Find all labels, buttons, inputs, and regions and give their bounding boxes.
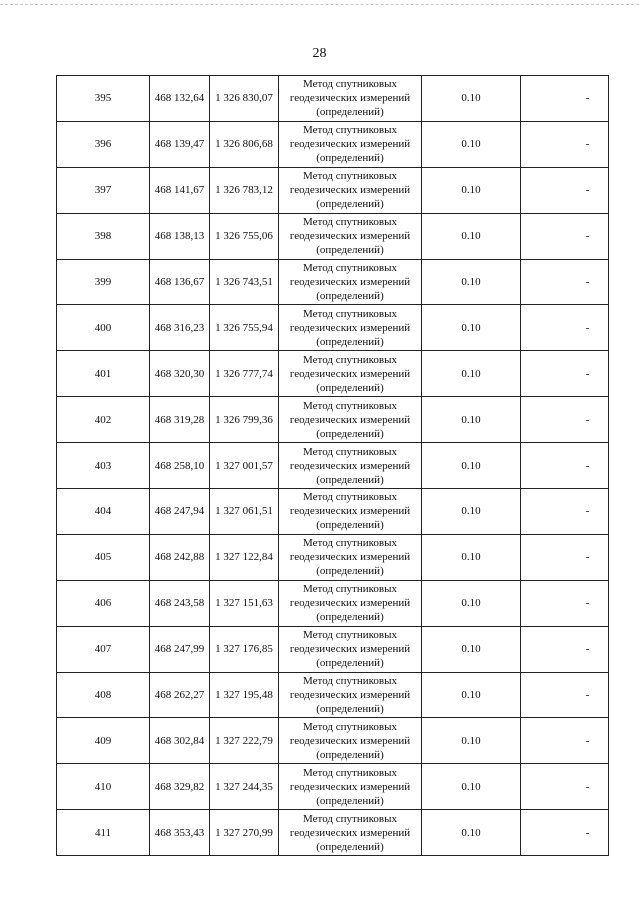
point-number-cell: 398 (57, 213, 150, 259)
y-coordinate-cell: 1 326 783,12 (210, 167, 279, 213)
y-coordinate-cell: 1 326 743,51 (210, 259, 279, 305)
method-cell (279, 718, 422, 764)
y-coordinate-cell: 1 326 830,07 (210, 76, 279, 122)
accuracy-cell: 0.10 (422, 764, 521, 810)
page-number: 28 (312, 46, 327, 61)
point-number-cell: 396 (57, 121, 150, 167)
y-coordinate-cell: 1 327 151,63 (210, 580, 279, 626)
x-coordinate-cell: 468 141,67 (150, 167, 210, 213)
method-line: Метод спутниковых (303, 675, 397, 688)
note-cell (521, 672, 609, 718)
method-line: геодезических измерений (289, 230, 411, 243)
method-line: (определений) (316, 290, 384, 302)
method-line: (определений) (316, 198, 384, 211)
note-cell (521, 259, 609, 305)
note-cell (521, 351, 609, 397)
method-cell (279, 167, 422, 213)
method-line: (определений) (316, 794, 384, 807)
accuracy-cell: 0.10 (422, 810, 521, 856)
x-coordinate-cell: 468 320,30 (150, 351, 210, 397)
point-number-cell: 399 (57, 259, 150, 305)
note-cell (521, 213, 609, 259)
table-row (57, 580, 609, 626)
method-line: геодезических измерений (289, 276, 411, 288)
method-cell (279, 397, 422, 443)
note-dash: - (585, 780, 590, 793)
y-coordinate-cell: 1 326 799,36 (210, 397, 279, 443)
note-dash: - (585, 734, 590, 747)
method-cell (279, 534, 422, 580)
method-line: геодезических измерений (289, 138, 411, 151)
note-cell (521, 626, 609, 672)
method-cell (279, 580, 422, 626)
method-line: геодезических измерений (289, 367, 411, 380)
method-cell (279, 351, 422, 397)
point-number-cell: 401 (57, 351, 150, 397)
method-line: Метод спутниковых (303, 262, 397, 274)
x-coordinate-cell: 468 136,67 (150, 259, 210, 305)
y-coordinate-cell: 1 327 061,51 (210, 489, 279, 535)
accuracy-cell: 0.10 (422, 121, 521, 167)
note-cell (521, 76, 609, 122)
method-line: геодезических измерений (289, 459, 411, 472)
point-number-cell: 400 (57, 305, 150, 351)
accuracy-cell: 0.10 (422, 718, 521, 764)
method-line: (определений) (316, 473, 384, 486)
method-line: Метод спутниковых (303, 583, 397, 596)
method-cell (279, 810, 422, 856)
note-cell (521, 489, 609, 535)
y-coordinate-cell: 1 326 777,74 (210, 351, 279, 397)
accuracy-cell: 0.10 (422, 580, 521, 626)
accuracy-cell: 0.10 (422, 351, 521, 397)
y-coordinate-cell: 1 327 195,48 (210, 672, 279, 718)
method-line: геодезических измерений (289, 551, 411, 564)
accuracy-cell: 0.10 (422, 397, 521, 443)
method-line: Метод спутниковых (303, 216, 397, 229)
x-coordinate-cell: 468 319,28 (150, 397, 210, 443)
point-number-cell: 405 (57, 534, 150, 580)
y-coordinate-cell: 1 327 001,57 (210, 443, 279, 489)
table-row (57, 626, 609, 672)
method-cell (279, 213, 422, 259)
accuracy-cell: 0.10 (422, 534, 521, 580)
note-cell (521, 167, 609, 213)
method-line: Метод спутниковых (303, 766, 397, 779)
method-line: (определений) (316, 519, 384, 532)
point-number-cell: 395 (57, 76, 150, 122)
note-dash: - (585, 505, 590, 518)
method-line: Метод спутниковых (303, 537, 397, 550)
method-cell (279, 443, 422, 489)
table-row (57, 534, 609, 580)
note-dash: - (585, 367, 590, 380)
table-row (57, 397, 609, 443)
method-line: (определений) (316, 106, 384, 119)
method-line: Метод спутниковых (303, 170, 397, 183)
method-line: геодезических измерений (289, 689, 411, 702)
method-line: (определений) (316, 748, 384, 761)
y-coordinate-cell: 1 327 270,99 (210, 810, 279, 856)
method-cell (279, 305, 422, 351)
note-dash: - (585, 321, 590, 334)
method-line: Метод спутниковых (303, 629, 397, 642)
accuracy-cell: 0.10 (422, 626, 521, 672)
table-row (57, 810, 609, 856)
note-dash: - (585, 138, 590, 151)
y-coordinate-cell: 1 326 755,94 (210, 305, 279, 351)
x-coordinate-cell: 468 316,23 (150, 305, 210, 351)
note-cell (521, 305, 609, 351)
y-coordinate-cell: 1 326 806,68 (210, 121, 279, 167)
method-line: Метод спутниковых (303, 720, 397, 733)
point-number-cell: 410 (57, 764, 150, 810)
method-line: геодезических измерений (289, 413, 411, 426)
point-number-cell: 402 (57, 397, 150, 443)
x-coordinate-cell: 468 132,64 (150, 76, 210, 122)
method-line: геодезических измерений (289, 505, 411, 518)
scan-edge-divider (0, 4, 639, 5)
method-line: геодезических измерений (289, 184, 411, 197)
method-line: Метод спутниковых (303, 491, 397, 504)
table-row (57, 213, 609, 259)
method-cell (279, 764, 422, 810)
x-coordinate-cell: 468 247,99 (150, 626, 210, 672)
method-line: (определений) (316, 244, 384, 257)
method-line: геодезических измерений (289, 643, 411, 656)
method-line: Метод спутниковых (303, 78, 397, 91)
accuracy-cell: 0.10 (422, 489, 521, 535)
x-coordinate-cell: 468 329,82 (150, 764, 210, 810)
method-cell (279, 626, 422, 672)
note-dash: - (585, 459, 590, 472)
table-row (57, 351, 609, 397)
accuracy-cell: 0.10 (422, 259, 521, 305)
note-cell (521, 121, 609, 167)
accuracy-cell: 0.10 (422, 443, 521, 489)
note-dash: - (585, 689, 590, 702)
table-row (57, 764, 609, 810)
x-coordinate-cell: 468 139,47 (150, 121, 210, 167)
table-row (57, 121, 609, 167)
method-line: геодезических измерений (289, 597, 411, 610)
method-line: геодезических измерений (289, 92, 411, 105)
table-row (57, 76, 609, 122)
x-coordinate-cell: 468 262,27 (150, 672, 210, 718)
note-dash: - (585, 276, 590, 288)
note-cell (521, 764, 609, 810)
x-coordinate-cell: 468 243,58 (150, 580, 210, 626)
method-line: (определений) (316, 565, 384, 578)
point-number-cell: 409 (57, 718, 150, 764)
note-dash: - (585, 597, 590, 610)
y-coordinate-cell: 1 327 244,35 (210, 764, 279, 810)
accuracy-cell: 0.10 (422, 76, 521, 122)
point-number-cell: 404 (57, 489, 150, 535)
x-coordinate-cell: 468 247,94 (150, 489, 210, 535)
coordinates-table (56, 75, 609, 856)
method-line: (определений) (316, 703, 384, 716)
method-line: геодезических измерений (289, 321, 411, 334)
accuracy-cell: 0.10 (422, 167, 521, 213)
point-number-cell: 403 (57, 443, 150, 489)
note-dash: - (585, 184, 590, 197)
note-dash: - (585, 413, 590, 426)
method-cell (279, 259, 422, 305)
note-cell (521, 534, 609, 580)
method-line: Метод спутниковых (303, 124, 397, 137)
method-line: (определений) (316, 381, 384, 394)
x-coordinate-cell: 468 302,84 (150, 718, 210, 764)
note-cell (521, 580, 609, 626)
note-cell (521, 810, 609, 856)
table-row (57, 305, 609, 351)
note-dash: - (585, 643, 590, 656)
method-line: (определений) (316, 335, 384, 348)
coordinates-table-body (57, 76, 609, 856)
accuracy-cell: 0.10 (422, 672, 521, 718)
method-line: Метод спутниковых (303, 445, 397, 458)
note-dash: - (585, 92, 590, 105)
method-cell (279, 672, 422, 718)
method-line: (определений) (316, 657, 384, 670)
x-coordinate-cell: 468 242,88 (150, 534, 210, 580)
method-line: Метод спутниковых (303, 307, 397, 320)
method-cell (279, 121, 422, 167)
method-cell (279, 489, 422, 535)
point-number-cell: 411 (57, 810, 150, 856)
x-coordinate-cell: 468 353,43 (150, 810, 210, 856)
y-coordinate-cell: 1 327 122,84 (210, 534, 279, 580)
note-dash: - (585, 826, 590, 839)
method-line: Метод спутниковых (303, 399, 397, 412)
note-cell (521, 718, 609, 764)
table-row (57, 718, 609, 764)
y-coordinate-cell: 1 327 222,79 (210, 718, 279, 764)
y-coordinate-cell: 1 326 755,06 (210, 213, 279, 259)
table-row (57, 167, 609, 213)
method-line: геодезических измерений (289, 734, 411, 747)
note-dash: - (585, 551, 590, 564)
accuracy-cell: 0.10 (422, 305, 521, 351)
point-number-cell: 406 (57, 580, 150, 626)
table-row (57, 259, 609, 305)
x-coordinate-cell: 468 138,13 (150, 213, 210, 259)
table-row (57, 443, 609, 489)
table-row (57, 489, 609, 535)
method-line: (определений) (316, 611, 384, 624)
method-line: Метод спутниковых (303, 353, 397, 366)
point-number-cell: 407 (57, 626, 150, 672)
accuracy-cell: 0.10 (422, 213, 521, 259)
point-number-cell: 397 (57, 167, 150, 213)
note-dash: - (585, 230, 590, 243)
method-line: Метод спутниковых (303, 812, 397, 825)
method-line: (определений) (316, 152, 384, 165)
method-line: (определений) (316, 427, 384, 440)
table-row (57, 672, 609, 718)
method-line: геодезических измерений (289, 780, 411, 793)
method-line: геодезических измерений (289, 826, 411, 839)
method-line: (определений) (316, 840, 384, 853)
y-coordinate-cell: 1 327 176,85 (210, 626, 279, 672)
x-coordinate-cell: 468 258,10 (150, 443, 210, 489)
method-cell (279, 76, 422, 122)
note-cell (521, 397, 609, 443)
point-number-cell: 408 (57, 672, 150, 718)
note-cell (521, 443, 609, 489)
